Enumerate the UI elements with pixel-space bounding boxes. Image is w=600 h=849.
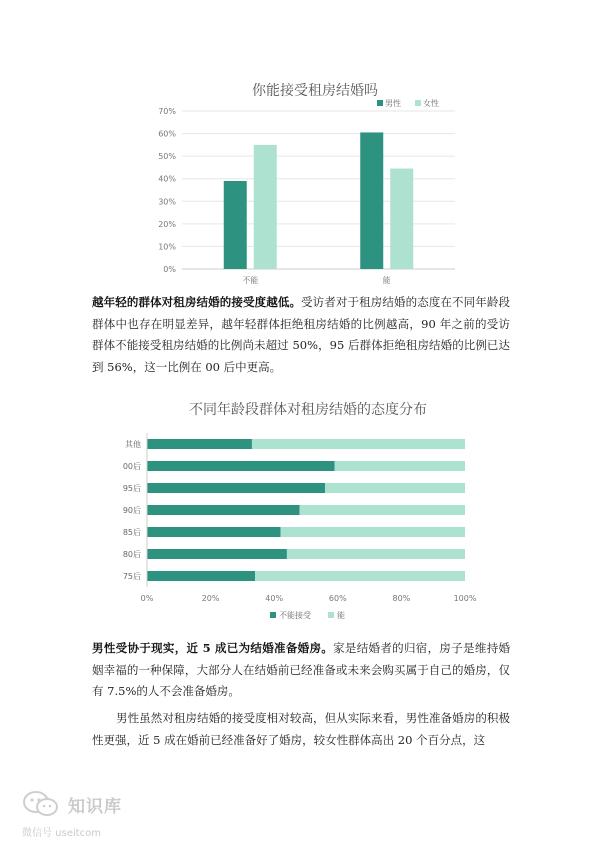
chart1-title: 你能接受租房结婚吗 bbox=[252, 83, 378, 99]
chart1-bar bbox=[224, 181, 247, 269]
acceptance-bar-chart bbox=[140, 76, 470, 294]
chart1-y-tick: 10% bbox=[158, 242, 176, 252]
chart1-x-tick: 能 bbox=[382, 276, 391, 285]
chart2-x-tick: 100% bbox=[453, 594, 477, 603]
chart1-y-tick: 40% bbox=[158, 174, 176, 184]
chart1-gridlines bbox=[182, 111, 455, 269]
chart2-y-tick: 95后 bbox=[122, 484, 141, 493]
chart2-bar bbox=[147, 439, 252, 449]
chart2-y-tick: 其他 bbox=[125, 440, 141, 449]
chart2-legend-swatch bbox=[270, 612, 276, 618]
chart2-bar bbox=[147, 571, 255, 581]
paragraph-male-preparation bbox=[92, 708, 510, 751]
chart1-bars bbox=[224, 132, 414, 269]
chart2-legend bbox=[270, 610, 345, 620]
paragraph-wedding-house bbox=[92, 638, 510, 703]
chart2-x-tick: 0% bbox=[140, 594, 154, 603]
chart1-y-tick: 30% bbox=[158, 197, 176, 207]
age-attitude-stacked-chart bbox=[110, 396, 490, 628]
chart1-legend-label: 女性 bbox=[423, 99, 439, 108]
chart1-bar bbox=[254, 145, 277, 269]
watermark-name: 知识库 bbox=[68, 796, 122, 817]
watermark bbox=[22, 790, 122, 839]
chart1-legend bbox=[377, 98, 439, 108]
chart2-legend-label: 不能接受 bbox=[279, 611, 311, 620]
chart1-x-axis bbox=[242, 275, 391, 285]
paragraph-age-difference bbox=[92, 292, 510, 378]
chart2-bar bbox=[252, 439, 465, 449]
paragraph-lead: 男性受协于现实，近 5 成已为结婚准备婚房。 bbox=[92, 641, 334, 655]
chart2-bar bbox=[147, 483, 325, 493]
chart2-bars bbox=[147, 433, 465, 587]
chart2-x-axis bbox=[141, 594, 477, 603]
chart2-legend-label: 能 bbox=[337, 611, 345, 620]
chart2-y-tick: 90后 bbox=[122, 506, 141, 515]
chart2-legend-swatch bbox=[328, 612, 334, 618]
chart1-y-tick: 20% bbox=[158, 219, 176, 229]
chart1-y-axis bbox=[158, 107, 176, 274]
chart2-bar bbox=[335, 461, 465, 471]
chart2-y-tick: 00后 bbox=[122, 462, 141, 471]
chart2-y-tick: 80后 bbox=[122, 550, 141, 559]
paragraph-body: 家是结婚者的归宿，房子是维持婚姻幸福的一种保障，大部分人在结婚前已经准备或未来会购买属于自己的婚房，仅有 7.5%的人不会准备婚房。 bbox=[92, 641, 511, 698]
chart1-y-tick: 60% bbox=[158, 129, 176, 139]
chart2-bar bbox=[255, 571, 465, 581]
chart2-x-tick: 40% bbox=[265, 594, 284, 603]
chart1-bar bbox=[360, 132, 383, 269]
chart2-bar bbox=[325, 483, 465, 493]
chart2-bar bbox=[287, 549, 465, 559]
chart2-bar bbox=[147, 505, 300, 515]
chart1-legend-swatch bbox=[377, 100, 383, 106]
chart2-x-tick: 20% bbox=[201, 594, 220, 603]
chart2-bar bbox=[281, 527, 465, 537]
chart2-bar bbox=[147, 527, 281, 537]
wechat-icon bbox=[22, 790, 60, 818]
chart2-y-axis bbox=[123, 439, 141, 581]
chart1-x-tick: 不能 bbox=[242, 276, 259, 285]
chart2-title: 不同年龄段群体对租房结婚的态度分布 bbox=[189, 402, 427, 418]
chart1-y-tick: 50% bbox=[158, 152, 176, 162]
paragraph-body: 受访者对于租房结婚的态度在不同年龄段群体中也存在明显差异，越年轻群体拒绝租房结婚的比例越高，90 年之前的受访群体不能接受租房结婚的比例尚未超过 50%，95 后群体拒绝租房结婚的比例已达到 56%，这一比例在 00 后中更高。 bbox=[92, 295, 511, 374]
chart2-bar bbox=[147, 461, 335, 471]
chart2-y-tick: 75后 bbox=[122, 572, 141, 581]
chart2-y-tick: 85后 bbox=[122, 528, 141, 537]
chart1-legend-label: 男性 bbox=[385, 99, 401, 108]
chart1-legend-swatch bbox=[415, 100, 421, 106]
watermark-account: 微信号 useitcom bbox=[22, 828, 101, 839]
paragraph-body: 男性虽然对租房结婚的接受度相对较高，但从实际来看，男性准备婚房的积极性更强，近 5 成在婚前已经准备好了婚房，较女性群体高出 20 个百分点，这 bbox=[92, 711, 510, 747]
chart1-bar bbox=[390, 169, 413, 269]
chart2-x-tick: 80% bbox=[392, 594, 411, 603]
chart1-y-tick: 70% bbox=[158, 107, 176, 116]
chart1-y-tick: 0% bbox=[163, 265, 176, 274]
paragraph-lead: 越年轻的群体对租房结婚的接受度越低。 bbox=[92, 295, 302, 309]
chart2-bar bbox=[147, 549, 287, 559]
chart2-bar bbox=[300, 505, 465, 515]
chart2-x-tick: 60% bbox=[328, 594, 347, 603]
